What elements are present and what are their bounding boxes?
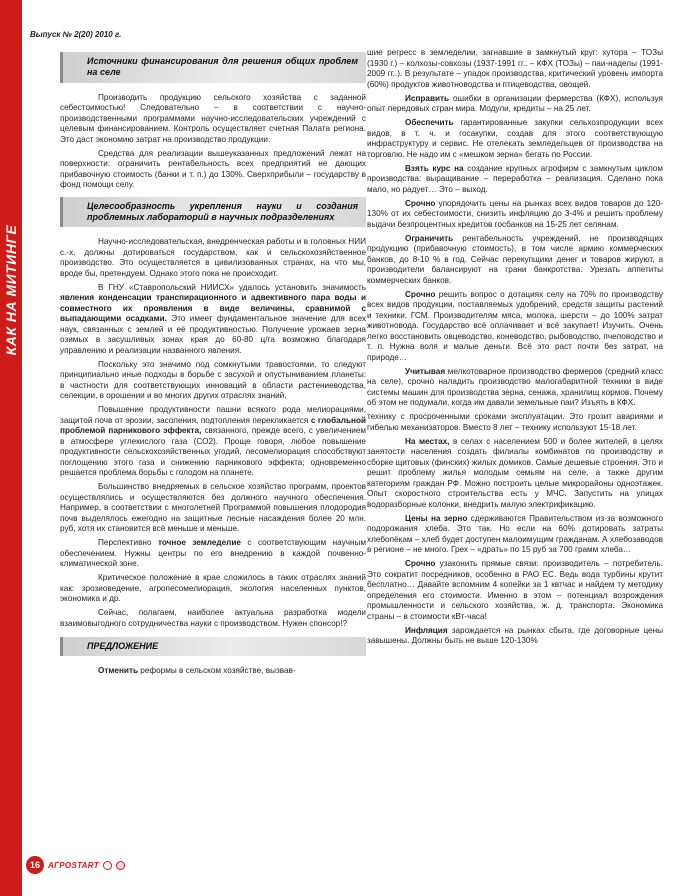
heading-financing: Источники финансирования для решения общих проблем на селе: [60, 52, 366, 83]
paragraph: Производить продукцию сельского хозяйства с заданной себестоимостью! Следовательно – в соответствии с научно-производственными программами научно-исследовательских учреждений с целевым финансированием. Контроль осуществляет счетная Палата региона. Это даст экономию затрат на производство продукции.: [60, 92, 366, 144]
heading-science: Целесообразность укрепления науки и создания проблемных лабораторий в научных подразделениях: [60, 197, 366, 228]
section-label: КАК НА МИТИНГЕ: [3, 224, 19, 356]
paragraph: Учитывая мелкотоварное производство фермеров (средний класс на селе), срочно наладить производство малогабаритной техники в виде системы машин для производства зерна, сенажа, хранилищ кормов. Почему об этом не подумали, когда им давали земельные паи? Изъять в КФХ.: [367, 366, 663, 407]
paragraph: Срочно узаконить прямые связи: производитель – потребитель. Это сократит посредников, особенно в РАО ЕС. Ведь вода турбины крутит бесплатно… Давайте вспомним 4 копейки за 1 квтчас и найдем ту методику определения его стоимости. Именно в этом – потенциал возрождения промышленности и сельского хозяйства, ж. д. транспорта. Экономика страны – в стоимости кВт-часа!: [367, 559, 663, 621]
paragraph: Большинство внедряемых в сельское хозяйство программ, проектов осуществлялись и осуществляются без должного научного обеспечения. Например, в соответствии с многолетней Программой повышения плодородия почв выделялось ежегодно на защитные лесные насаждения более 20 млн. руб, хотя их становится всё меньше и меньше.: [60, 482, 366, 533]
left-column: [60, 46, 366, 680]
paragraph: В ГНУ «Ставропольский НИИСХ» удалось установить значимость явления конденсации транспирационного и адвективного пара воды и совместного их проявления в виде величины, сравнимой с выпадающими осадками. Это имеет фундаментальное значение для всех наук, связанных с землей и её продуктивностью. Получение урожаев зерна озимых в засушливых зонах края до 60-80 ц/га возможно благодаря управлению и реализации названного явления.: [60, 282, 367, 355]
paragraph: Обеспечить гарантированные закупки сельхозпродукции всех видов, в т. ч. и госакупки, создав для этого соответствующую инфраструктуру и сервис. Не отелекать земледельцев от производства на торговлю. Не надо им с «мешком зерна» бегать по России.: [367, 118, 663, 159]
page-number: 16: [26, 856, 44, 874]
paragraph: Повышение продуктивности пашни всякого рода мелиорациями, защитой почв от эрозии, засоления, подтопления перекликается с глобальной проблемой парникового эффекта, связанного, прежде всего, с увеличением в атмосфере углекислого газа (СО2). Проще говоря, любое повышение продуктивности сельскохозяйственных угодий, лесомелиорация способствуют поглощению этого газа и снижению парникового эффекта; одновременно решается проблема борьбы с голодом на планете.: [60, 405, 366, 477]
side-bar: [0, 0, 22, 896]
paragraph: Критическое положение в крае сложилось в таких отраслях знаний как: зрозиоведение, агропесомелиорация, экология населенных пунктов, экономика и др.: [60, 573, 366, 603]
paragraph: технику с просроченными сроками эксплуатации. Это грозит авариями и гибелью механизаторов. Вместо 8 лет – технику используют 15-18 лет.: [367, 412, 663, 432]
paragraph: Отменить реформы в сельском хозяйстве, вызвав-: [98, 666, 296, 676]
paragraph: Взять курс на создание крупных агрофирм с замкнутым циклом производства: выращивание – переработка – реализация. Сделано пока мало, но радует… Это – выход.: [367, 163, 663, 194]
paragraph: Сейчас, полагаем, наиболее актуальна разработка модели взаимовыгодного сотрудничества науки с производством. Нужен спонсор!?: [60, 608, 366, 628]
paragraph: Средства для реализации вышеуказанных предложений лежат на поверхности: ограничить рентабельность всех предприятий не дающих прибавочную стоимость (банки и т. п.) до 130%. Сверхприбыли – государству в фонд помощи селу.: [60, 148, 366, 189]
paragraph: Исправить ошибки в организации фермерства (КФХ), используя опыт передовых стран мира. Модули, кредиты – на 25 лет.: [367, 93, 663, 113]
paragraph: Срочно решить вопрос о дотациях селу на 70% по производству всех видов продукции, поставляемых удобрений, средств защиты растений и техники, ГСМ. Производителям мяса, молока, шерсти – до 100% затрат животновода. Государство всё оплачивает и всё закупает! Изучить. Очень легко восстановить овцеводство, коневодство, рыбоводство, пчеловодство и т. п. Нужна воля и малые деньги. Всё это раст почти без затрат, на природе…: [367, 289, 663, 362]
brand-logo: АГРОSTART: [48, 860, 99, 870]
brand-circle-icon: [116, 861, 125, 870]
brand-circle-icon: [103, 861, 112, 870]
paragraph: Поскольку это значимо под сомкнутыми травостоями, то следуют принципиально иные подходы в борьбе с засухой и опустыниванием планеты: в частности для соответствующих инноваций в области растениеводства, селекции, в орошении и во многих других отраслях знаний.: [60, 359, 366, 400]
paragraph: Научно-исследовательская, внедренческая работы и в головных НИИ с.-х. должны дотироваться государством, как и сельскохозяйственное производство. Это осуществляется в цивилизованных странах, на что мы, вроде бы, претендуем. Однако этого пока не происходит.: [60, 237, 366, 278]
paragraph: Цены на зерно сдерживаются Правительством из-за возможного подорожания хлеба. Это так. Но если на 60% дотировать затраты хлебопёкам – хлеб будет доступен малоимущим гражданам. А хлебозаводов в регионе – не много. Грех – «драть» по 15 руб за 700 грамм хлеба…: [367, 513, 663, 554]
paragraph: Перспективно точное земледелие с соответствующим научным обеспечением. Нужны центры по его внедрению в каждой почвенно-климатической зоне.: [60, 538, 366, 568]
page-footer: [26, 856, 125, 874]
heading-proposal: ПРЕДЛОЖЕНИЕ: [60, 637, 366, 656]
paragraph: Срочно упорядочить цены на рынках всех видов товаров до 120-130% от их себестоимости, снизить инфляцию до 3-4% и решить проблему выдачи безпроцентных кредитов госбанков на 15-25 лет селянам.: [367, 198, 663, 229]
paragraph: Ограничить рентабельность учреждений, не производящих продукцию (прибавочную стоимость), в том числе армию коммерческих банков, до 8-10 % в год. Сейчас перекупщики денег и товаров жируют, а производители балансируют на грани банкротства. Урезать аппетиты коммерческих банков.: [367, 233, 663, 285]
paragraph: На местах, в селах с населением 500 и более жителей, в целях занятости населения создать филиалы комбинатов по производству и сборке щитовых (финских) жилых домиков. Самые дешевые строения. Это и решит проблему жилья молодым семьям на селе, а также другим категориям граждан РФ. Можно построить целые микрорайоны одноэтажек. Опыт скоростного строительства есть у МЧС. Запустить на улицах водоразборные колонки, внедрить малую электрификацию.: [367, 436, 663, 509]
right-column: [367, 48, 663, 650]
issue-number: Выпуск № 2(20) 2010 г.: [30, 30, 122, 39]
paragraph: шие регресс в земледелии, загнавшие в замкнутый круг: хутора – ТОЗы (1930 г.) – колхозы-совхозы (1937-1991 гг.. – КФХ (ТОЗы) – паи-наделы (1991-2009 гг..). В результате – упадок производства, критический уровень импорта (60%) продуктов животноводства и птицеводства, овощей.: [367, 48, 663, 89]
paragraph: Инфляция зарождается на рынках сбыта, где договорные цены завышены. Должны быть не выше 120-130%: [367, 625, 663, 645]
